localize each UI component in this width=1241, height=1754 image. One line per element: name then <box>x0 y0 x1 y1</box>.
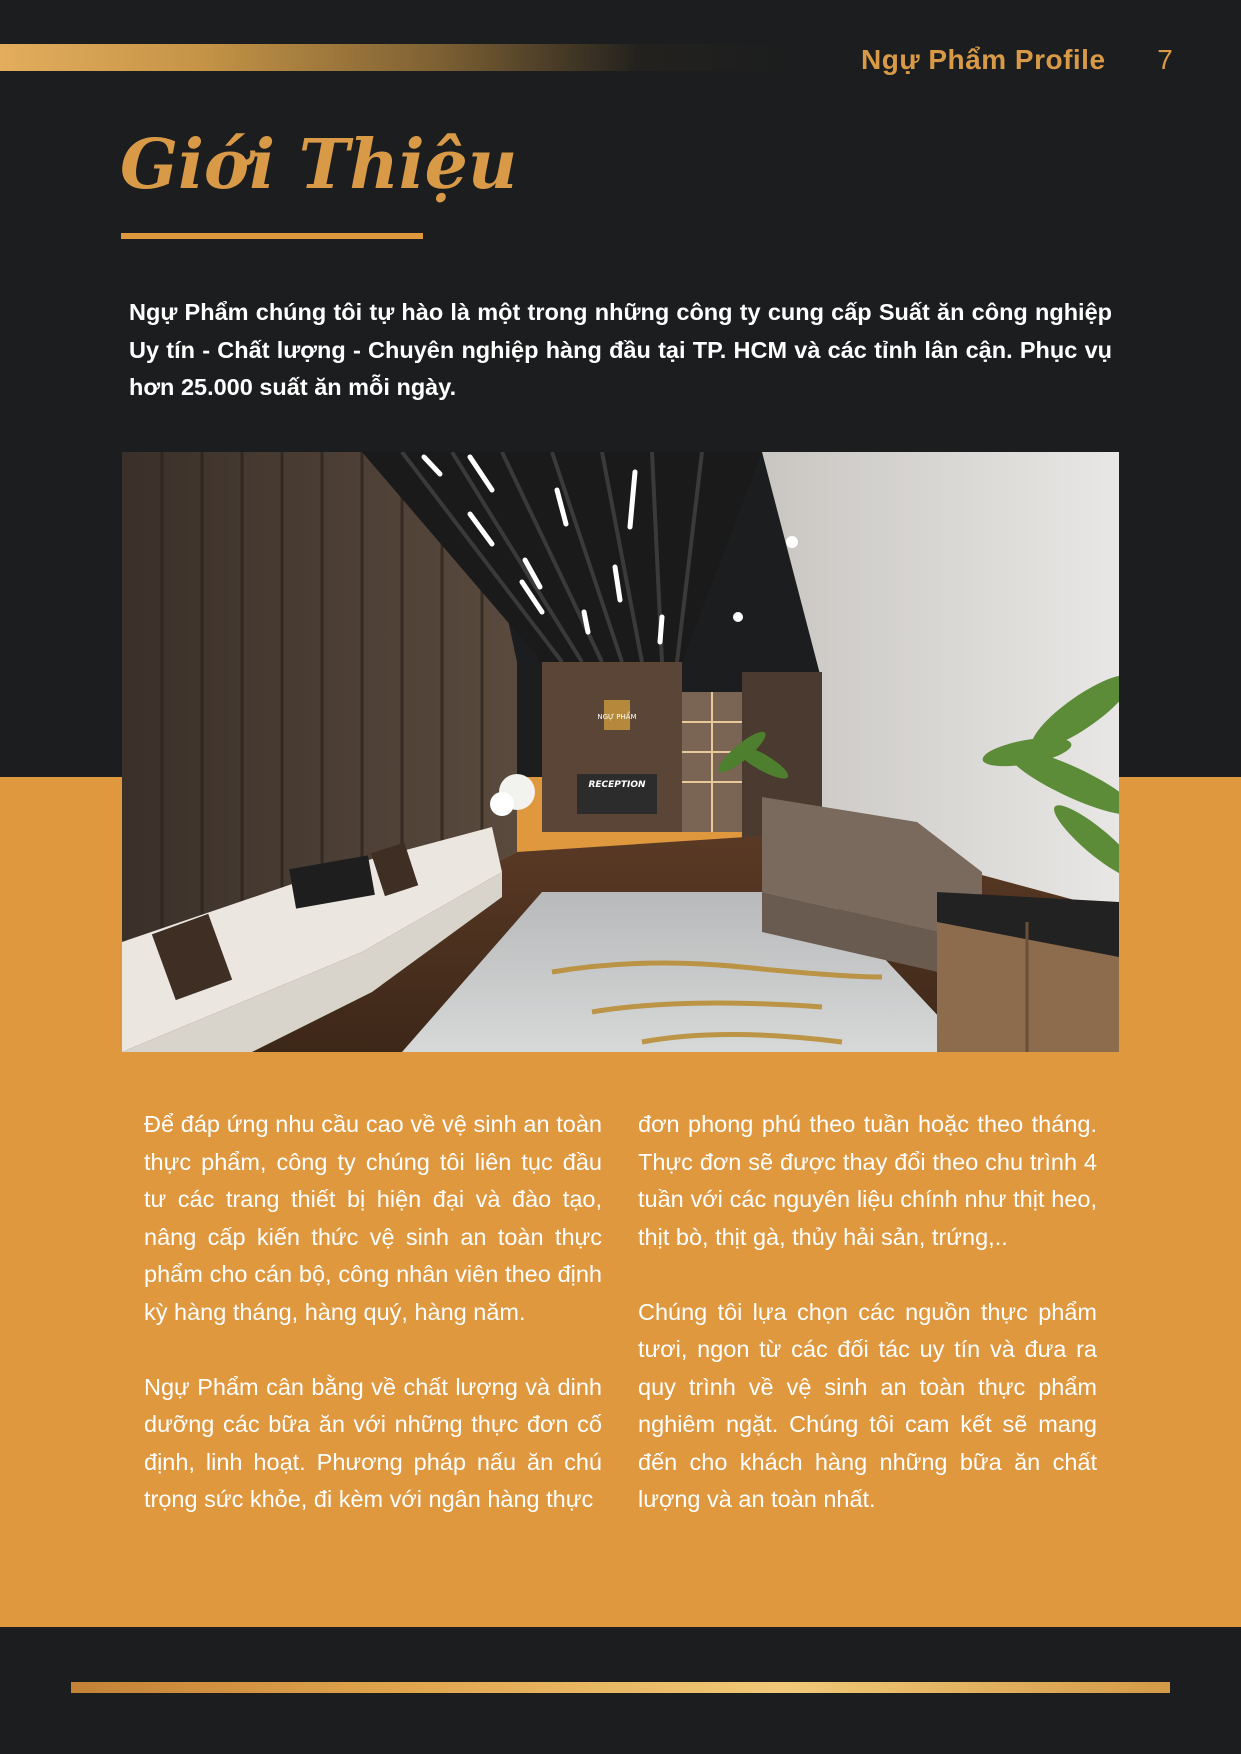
logo-text: NGỰ PHẨM <box>597 713 637 721</box>
header-gradient-bar <box>0 44 800 71</box>
page-heading: Giới Thiệu <box>120 125 518 205</box>
reception-sign: RECEPTION <box>588 780 646 790</box>
body-column-right <box>638 1106 1097 1556</box>
page-number: 7 <box>1157 44 1173 75</box>
body-column-left <box>144 1106 602 1556</box>
body-paragraph-menu: đơn phong phú theo tuần hoặc theo tháng. Thực đơn sẽ được thay đổi theo chu trình 4 tuần với các nguyên liệu chính như thịt heo, thịt bò, thịt gà, thủy hải sản, trứng,.. <box>638 1111 1097 1250</box>
reception-lounge-photo <box>122 452 1119 1052</box>
body-paragraph-nutrition: Ngự Phẩm cân bằng về chất lượng và dinh dưỡng các bữa ăn với những thực đơn cố định, linh hoạt. Phương pháp nấu ăn chú trọng sức khỏe, đi kèm với ngân hàng thực <box>144 1373 602 1512</box>
intro-paragraph: Ngự Phẩm chúng tôi tự hào là một trong những công ty cung cấp Suất ăn công nghiệp Uy tín - Chất lượng - Chuyên nghiệp hàng đầu tại TP. HCM và các tỉnh lân cận. Phục vụ hơn 25.000 suất ăn mỗi ngày. <box>129 299 1112 400</box>
heading-underline <box>121 233 423 239</box>
body-paragraph-hygiene: Để đáp ứng nhu cầu cao về vệ sinh an toàn thực phẩm, công ty chúng tôi liên tục đầu tư các trang thiết bị hiện đại và đào tạo, nâng cấp kiến thức vệ sinh an toàn thực phẩm cho cán bộ, công nhân viên theo định kỳ hàng tháng, hàng quý, hàng năm. <box>144 1111 602 1325</box>
header-title: Ngự Phẩm Profile <box>861 44 1106 75</box>
body-paragraph-sourcing: Chúng tôi lựa chọn các nguồn thực phẩm tươi, ngon từ các đối tác uy tín và đưa ra quy trình về vệ sinh an toàn thực phẩm nghiêm ngặt. Chúng tôi cam kết sẽ mang đến cho khách hàng những bữa ăn chất lượng và an toàn nhất. <box>638 1298 1097 1512</box>
footer-gradient-bar <box>71 1682 1170 1693</box>
